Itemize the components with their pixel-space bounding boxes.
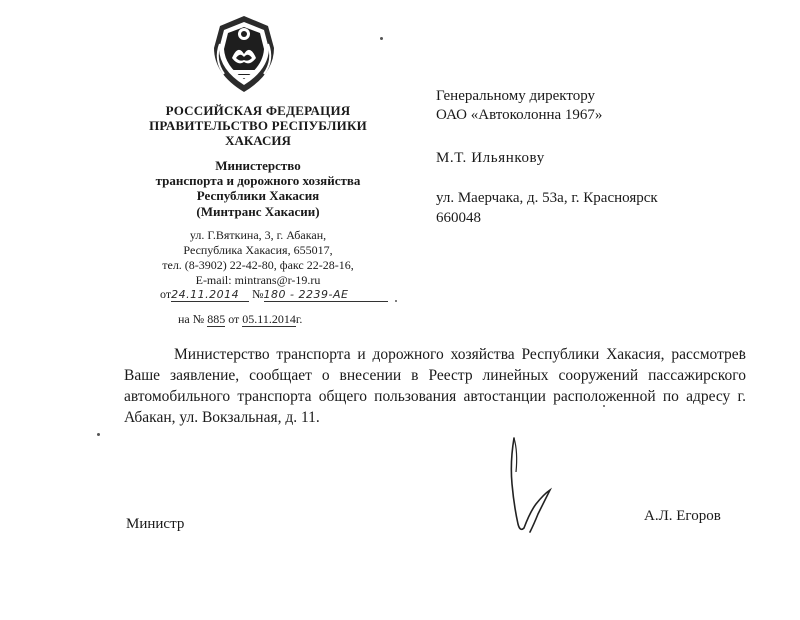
ministry-address-line2: Республика Хакасия, 655017,	[183, 243, 333, 257]
reply-reference-line	[178, 312, 302, 327]
scan-speck	[380, 37, 383, 40]
scan-speck	[97, 433, 100, 436]
registration-number: 180 - 2239-АЕ	[264, 288, 388, 302]
signatory-name: А.Л. Егоров	[644, 508, 721, 524]
ministry-address-line1: ул. Г.Вяткина, 3, г. Абакан,	[189, 228, 327, 242]
ministry-name-line2: транспорта и дорожного хозяйства	[155, 173, 361, 188]
registration-number-label: №	[252, 287, 264, 301]
reply-prefix: на №	[178, 312, 205, 326]
registration-from-label: от	[160, 287, 172, 301]
addressee-postcode: 660048	[436, 210, 481, 226]
letterhead-country: РОССИЙСКАЯ ФЕДЕРАЦИЯ	[165, 103, 351, 118]
reply-from-label: от	[228, 312, 240, 326]
khakassia-coat-of-arms-icon	[210, 14, 278, 94]
handwritten-signature	[500, 432, 560, 544]
reply-suffix: г.	[295, 312, 303, 326]
addressee-company: ОАО «Автоколонна 1967»	[436, 107, 603, 123]
letter-body-paragraph: Министерство транспорта и дорожного хозяйства Республики Хакасия, рассмотрев Ваше заявление, сообщает о внесении в Реестр линейных сооружений пассажирского автомобильного транспорта общего пользования автостанции расположенной по адресу г. Абакан, ул. Вокзальная, д. 11.	[124, 346, 746, 426]
letterhead-government: ПРАВИТЕЛЬСТВО РЕСПУБЛИКИ	[149, 118, 367, 133]
ministry-email: E-mail: mintrans@r-19.ru	[195, 273, 321, 287]
ministry-name-line1: Министерство	[215, 158, 301, 173]
signatory-title: Министр	[126, 516, 185, 532]
addressee-name: М.Т. Ильянкову	[436, 150, 545, 166]
addressee-street: ул. Маерчака, д. 53а, г. Красноярск	[436, 190, 658, 206]
addressee-position: Генеральному директору	[436, 88, 596, 104]
scan-speck	[395, 300, 397, 302]
reply-date: 05.11.2014	[242, 312, 296, 326]
letterhead-region: ХАКАСИЯ	[225, 133, 291, 148]
ministry-phone-fax: тел. (8-3902) 22-42-80, факс 22-28-16,	[162, 258, 354, 272]
ministry-short-name: (Минтранс Хакасии)	[196, 204, 320, 219]
reply-number: 885	[207, 312, 226, 326]
registration-date: 24.11.2014	[171, 288, 249, 302]
registration-line	[160, 287, 388, 302]
ministry-name-line3: Республики Хакасия	[196, 188, 320, 203]
